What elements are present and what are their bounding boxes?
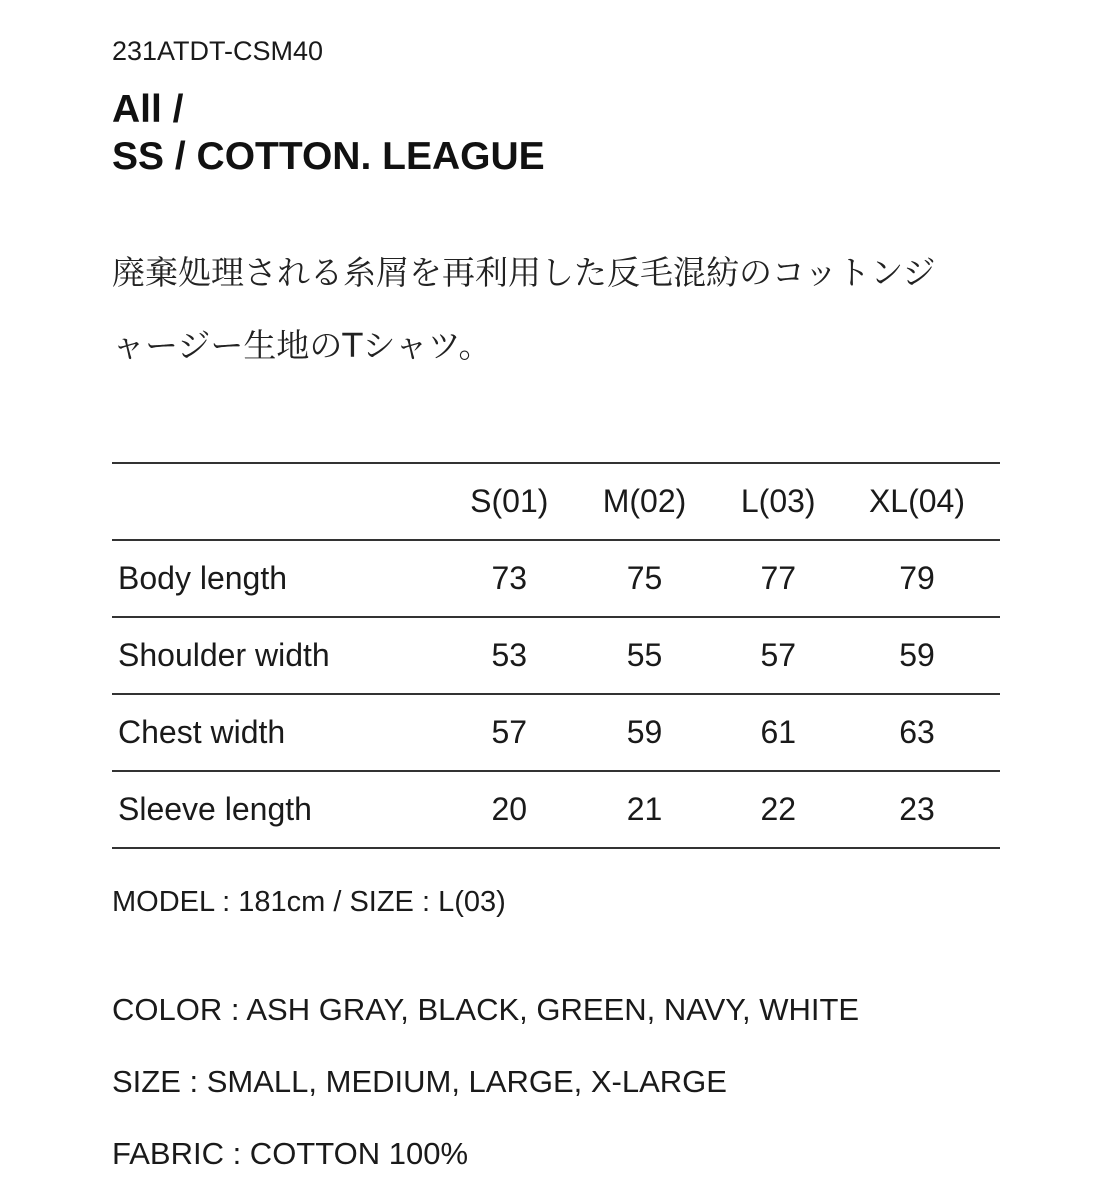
table-cell: 57 [723, 617, 834, 694]
table-header-row [112, 463, 1000, 540]
table-cell: 63 [834, 694, 1000, 771]
table-cell: 55 [567, 617, 723, 694]
row-label: Sleeve length [112, 771, 452, 848]
model-info: MODEL : 181cm / SIZE : L(03) [112, 886, 506, 918]
table-row [112, 617, 1000, 694]
table-cell: 61 [723, 694, 834, 771]
product-title-line-1: All / [112, 88, 184, 131]
header-size-m: M(02) [567, 463, 723, 540]
table-row [112, 694, 1000, 771]
table-cell: 22 [723, 771, 834, 848]
table-cell: 75 [567, 540, 723, 617]
table-row [112, 540, 1000, 617]
table-cell: 59 [567, 694, 723, 771]
table-cell: 59 [834, 617, 1000, 694]
row-label: Chest width [112, 694, 452, 771]
color-info: COLOR : ASH GRAY, BLACK, GREEN, NAVY, WHITE [112, 992, 860, 1027]
table-cell: 57 [452, 694, 566, 771]
size-info: SIZE : SMALL, MEDIUM, LARGE, X-LARGE [112, 1064, 727, 1099]
table-cell: 20 [452, 771, 566, 848]
product-title-line-2: SS / COTTON. LEAGUE [112, 135, 545, 178]
size-chart-table [112, 462, 1000, 849]
table-cell: 73 [452, 540, 566, 617]
header-size-xl: XL(04) [834, 463, 1000, 540]
table-cell: 53 [452, 617, 566, 694]
table-cell: 23 [834, 771, 1000, 848]
row-label: Shoulder width [112, 617, 452, 694]
product-description [112, 236, 1012, 382]
product-code: 231ATDT-CSM40 [112, 36, 324, 66]
header-empty-cell [112, 463, 452, 540]
description-line-1: 廃棄処理される糸屑を再利用した反毛混紡のコットンジ [112, 253, 936, 292]
table-cell: 77 [723, 540, 834, 617]
header-size-s: S(01) [452, 463, 566, 540]
fabric-info: FABRIC : COTTON 100% [112, 1136, 469, 1171]
table-cell: 79 [834, 540, 1000, 617]
product-title [112, 86, 545, 180]
header-size-l: L(03) [723, 463, 834, 540]
description-line-2: ャージー生地のTシャツ。 [112, 326, 492, 365]
table-row [112, 771, 1000, 848]
row-label: Body length [112, 540, 452, 617]
table-cell: 21 [567, 771, 723, 848]
